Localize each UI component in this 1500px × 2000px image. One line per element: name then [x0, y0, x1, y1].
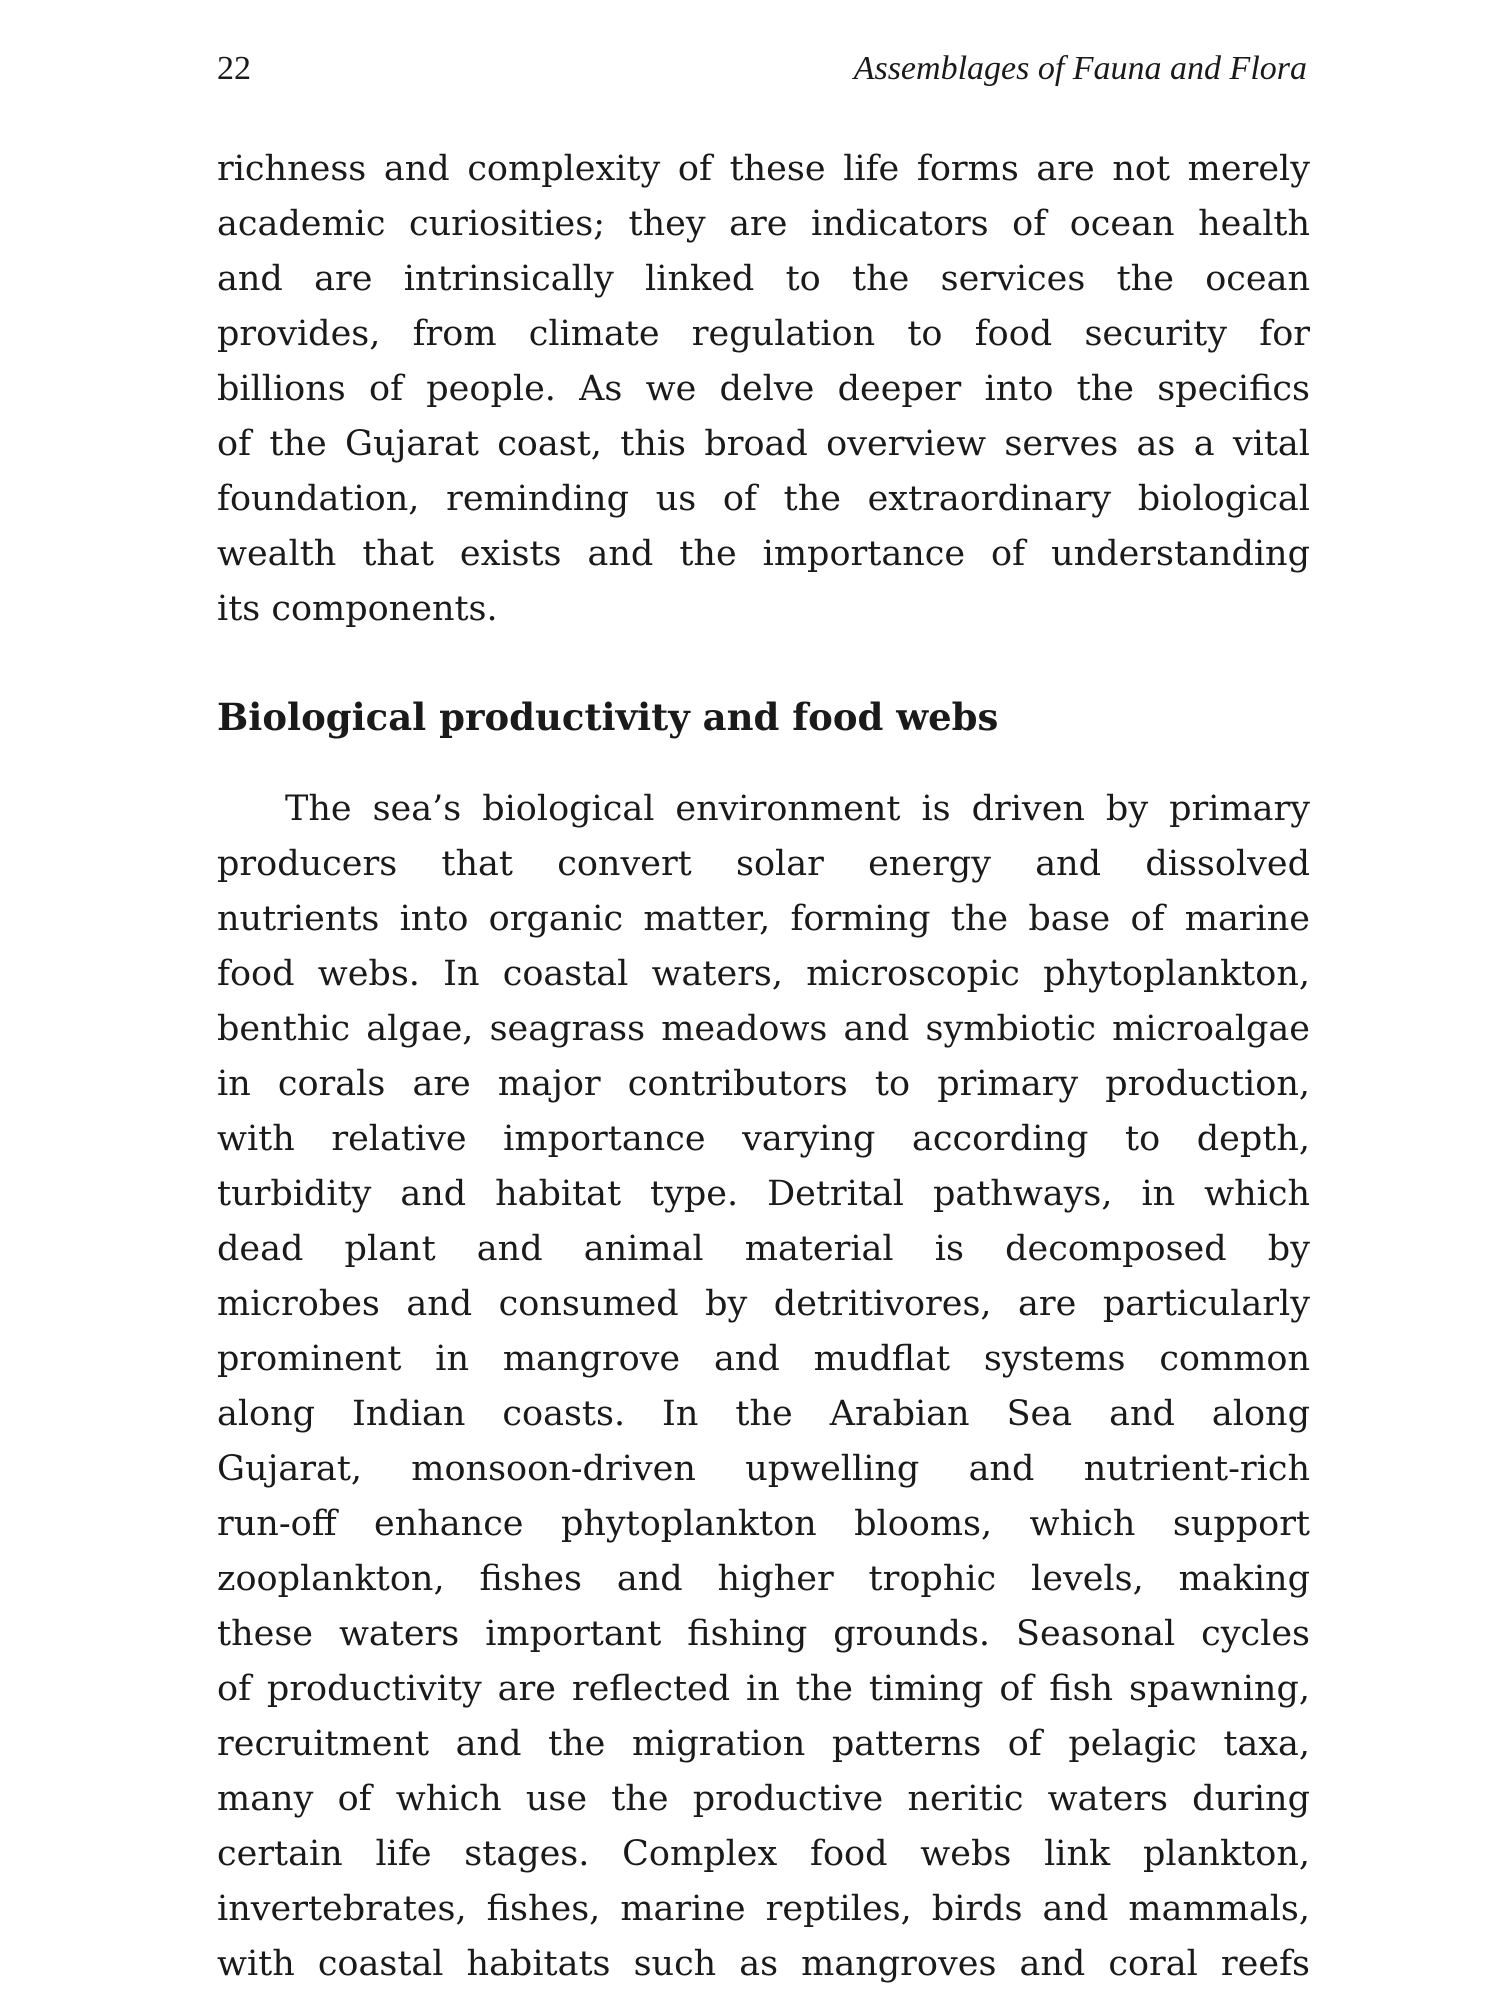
text-line: and are intrinsically linked to the services the ocean: [217, 259, 1310, 299]
text-line: turbidity and habitat type. Detrital pathways, in which: [217, 1174, 1310, 1214]
text-line: recruitment and the migration patterns of pelagic taxa,: [217, 1724, 1310, 1764]
text-line: billions of people. As we delve deeper into the specifics: [217, 369, 1310, 409]
text-line: foundation, reminding us of the extraordinary biological: [217, 479, 1310, 519]
text-line: in corals are major contributors to primary production,: [217, 1064, 1310, 1104]
text-line: benthic algae, seagrass meadows and symbiotic microalgae: [217, 1009, 1310, 1049]
text-line: many of which use the productive neritic waters during: [217, 1779, 1310, 1819]
text-line: dead plant and animal material is decomposed by: [217, 1229, 1310, 1269]
text-line: run-off enhance phytoplankton blooms, which support: [217, 1504, 1310, 1544]
text-line: zooplankton, fishes and higher trophic levels, making: [217, 1559, 1310, 1599]
text-line: provides, from climate regulation to food security for: [217, 314, 1310, 354]
section-heading: Biological productivity and food webs: [217, 695, 999, 739]
text-line: with coastal habitats such as mangroves and coral reefs: [217, 1944, 1310, 1984]
text-line: its components.: [217, 589, 498, 629]
text-line: invertebrates, fishes, marine reptiles, birds and mammals,: [217, 1889, 1310, 1929]
paragraph-1: [217, 142, 1310, 637]
text-line: of the Gujarat coast, this broad overview serves as a vital: [217, 424, 1310, 464]
text-line: these waters important fishing grounds. Seasonal cycles: [217, 1614, 1310, 1654]
text-line: Gujarat, monsoon-driven upwelling and nutrient-rich: [217, 1449, 1310, 1489]
page-number: 22: [217, 50, 251, 87]
text-line: academic curiosities; they are indicators of ocean health: [217, 204, 1310, 244]
text-line: along Indian coasts. In the Arabian Sea and along: [217, 1394, 1310, 1434]
text-line: richness and complexity of these life forms are not merely: [217, 149, 1310, 189]
text-line: of productivity are reflected in the timing of fish spawning,: [217, 1669, 1310, 1709]
text-line: microbes and consumed by detritivores, are particularly: [217, 1284, 1310, 1324]
running-title: Assemblages of Fauna and Flora: [853, 50, 1307, 87]
text-line: food webs. In coastal waters, microscopic phytoplankton,: [217, 954, 1310, 994]
running-header: [217, 50, 1307, 90]
text-line: certain life stages. Complex food webs link plankton,: [217, 1834, 1310, 1874]
text-line: nutrients into organic matter, forming the base of marine: [217, 899, 1310, 939]
text-line: wealth that exists and the importance of understanding: [217, 534, 1310, 574]
text-line: The sea’s biological environment is driven by primary: [285, 789, 1310, 829]
text-line: prominent in mangrove and mudflat systems common: [217, 1339, 1310, 1379]
paragraph-2: [217, 782, 1310, 1992]
text-line: producers that convert solar energy and dissolved: [217, 844, 1310, 884]
text-line: with relative importance varying according to depth,: [217, 1119, 1310, 1159]
